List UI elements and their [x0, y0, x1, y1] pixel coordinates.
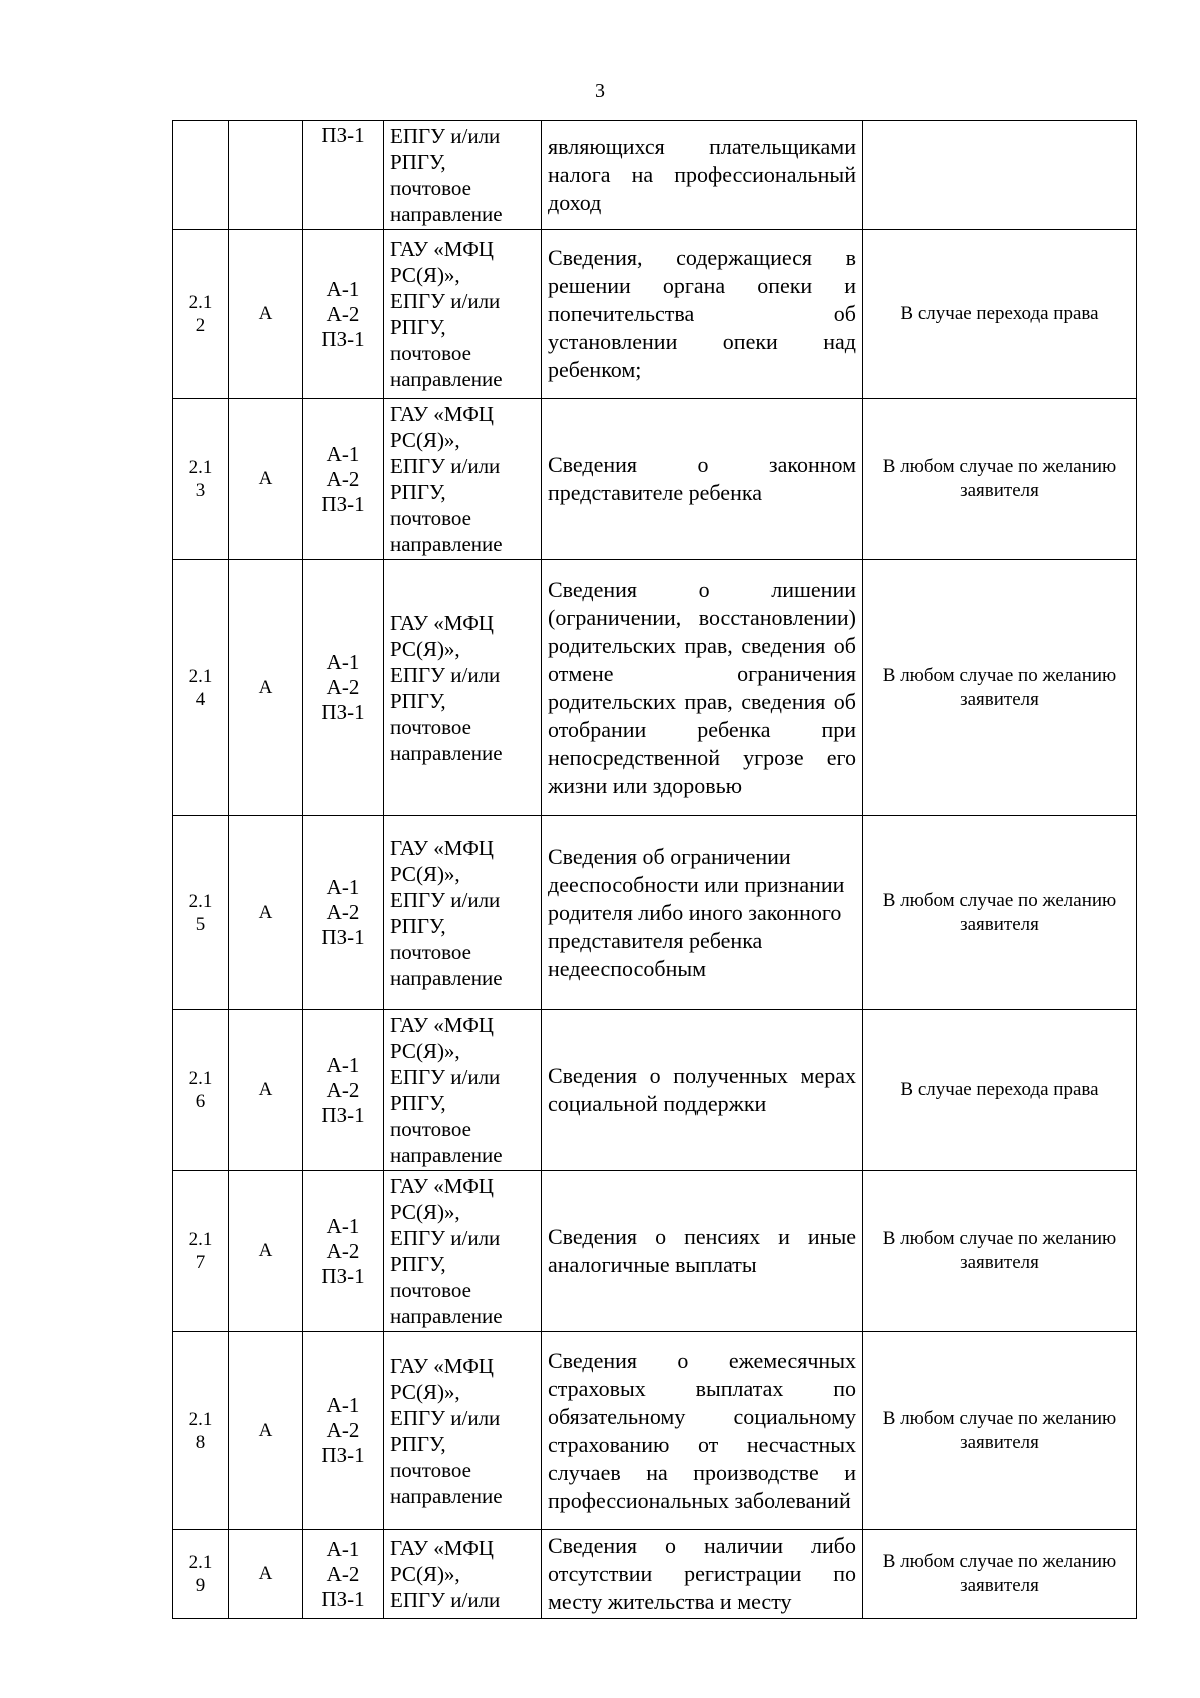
codes-cell: А-1 А-2 ПЗ-1 — [303, 816, 384, 1010]
table-row — [173, 1171, 1137, 1332]
info-cell: Сведения о пенсиях и иные аналогичные выплаты — [542, 1171, 863, 1332]
table-row — [173, 1530, 1137, 1619]
condition-cell: В любом случае по желанию заявителя — [863, 1332, 1137, 1530]
row-number-cell: 2.1 4 — [173, 560, 229, 816]
services-table — [172, 120, 1137, 1619]
row-number-cell: 2.1 6 — [173, 1010, 229, 1171]
category-cell: А — [229, 1530, 303, 1619]
row-number-cell — [173, 121, 229, 230]
table-row — [173, 230, 1137, 399]
page-number: 3 — [595, 80, 605, 102]
condition-cell: В любом случае по желанию заявителя — [863, 816, 1137, 1010]
codes-cell: А-1 А-2 ПЗ-1 — [303, 1530, 384, 1619]
condition-cell: В любом случае по желанию заявителя — [863, 1530, 1137, 1619]
table-row — [173, 560, 1137, 816]
info-cell: Сведения о лишении (ограничении, восстановлении) родительских прав, сведения об отмене ограничения родительских прав, сведения об отобрании ребенка при непосредственной угрозе его жизни или здоровью — [542, 560, 863, 816]
codes-cell: А-1 А-2 ПЗ-1 — [303, 1010, 384, 1171]
table-row — [173, 816, 1137, 1010]
category-cell — [229, 121, 303, 230]
channel-cell: ЕПГУ и/или РПГУ, почтовое направление — [384, 121, 542, 230]
row-number-cell: 2.1 7 — [173, 1171, 229, 1332]
codes-cell: ПЗ-1 — [303, 121, 384, 230]
info-cell: Сведения о ежемесячных страховых выплатах по обязательному социальному страхованию от несчастных случаев на производстве и профессиональных заболеваний — [542, 1332, 863, 1530]
info-cell: Сведения о наличии либо отсутствии регистрации по месту жительства и месту — [542, 1530, 863, 1619]
info-cell: Сведения, содержащиеся в решении органа опеки и попечительства об установлении опеки над ребенком; — [542, 230, 863, 399]
info-cell: являющихся плательщиками налога на профессиональный доход — [542, 121, 863, 230]
row-number-cell: 2.1 2 — [173, 230, 229, 399]
condition-cell — [863, 121, 1137, 230]
category-cell: А — [229, 816, 303, 1010]
category-cell: А — [229, 560, 303, 816]
category-cell: А — [229, 1010, 303, 1171]
table-row — [173, 121, 1137, 230]
row-number-cell: 2.1 9 — [173, 1530, 229, 1619]
codes-cell: А-1 А-2 ПЗ-1 — [303, 1332, 384, 1530]
channel-cell: ГАУ «МФЦ РС(Я)», ЕПГУ и/или РПГУ, почтовое направление — [384, 230, 542, 399]
category-cell: А — [229, 1332, 303, 1530]
channel-cell: ГАУ «МФЦ РС(Я)», ЕПГУ и/или РПГУ, почтовое направление — [384, 560, 542, 816]
codes-cell: А-1 А-2 ПЗ-1 — [303, 560, 384, 816]
channel-cell: ГАУ «МФЦ РС(Я)», ЕПГУ и/или РПГУ, почтовое направление — [384, 1332, 542, 1530]
info-cell: Сведения об ограничении дееспособности или признании родителя либо иного законного представителя ребенка недееспособным — [542, 816, 863, 1010]
channel-cell: ГАУ «МФЦ РС(Я)», ЕПГУ и/или РПГУ, почтовое направление — [384, 399, 542, 560]
condition-cell: В любом случае по желанию заявителя — [863, 560, 1137, 816]
codes-cell: А-1 А-2 ПЗ-1 — [303, 230, 384, 399]
category-cell: А — [229, 230, 303, 399]
condition-cell: В случае перехода права — [863, 1010, 1137, 1171]
table-row — [173, 1332, 1137, 1530]
row-number-cell: 2.1 3 — [173, 399, 229, 560]
info-cell: Сведения о законном представителе ребенка — [542, 399, 863, 560]
codes-cell: А-1 А-2 ПЗ-1 — [303, 1171, 384, 1332]
channel-cell: ГАУ «МФЦ РС(Я)», ЕПГУ и/или РПГУ, почтовое направление — [384, 1010, 542, 1171]
info-cell: Сведения о полученных мерах социальной поддержки — [542, 1010, 863, 1171]
condition-cell: В любом случае по желанию заявителя — [863, 399, 1137, 560]
channel-cell: ГАУ «МФЦ РС(Я)», ЕПГУ и/или — [384, 1530, 542, 1619]
row-number-cell: 2.1 8 — [173, 1332, 229, 1530]
condition-cell: В случае перехода права — [863, 230, 1137, 399]
codes-cell: А-1 А-2 ПЗ-1 — [303, 399, 384, 560]
condition-cell: В любом случае по желанию заявителя — [863, 1171, 1137, 1332]
category-cell: А — [229, 399, 303, 560]
table-row — [173, 1010, 1137, 1171]
table-row — [173, 399, 1137, 560]
channel-cell: ГАУ «МФЦ РС(Я)», ЕПГУ и/или РПГУ, почтовое направление — [384, 816, 542, 1010]
category-cell: А — [229, 1171, 303, 1332]
row-number-cell: 2.1 5 — [173, 816, 229, 1010]
channel-cell: ГАУ «МФЦ РС(Я)», ЕПГУ и/или РПГУ, почтовое направление — [384, 1171, 542, 1332]
